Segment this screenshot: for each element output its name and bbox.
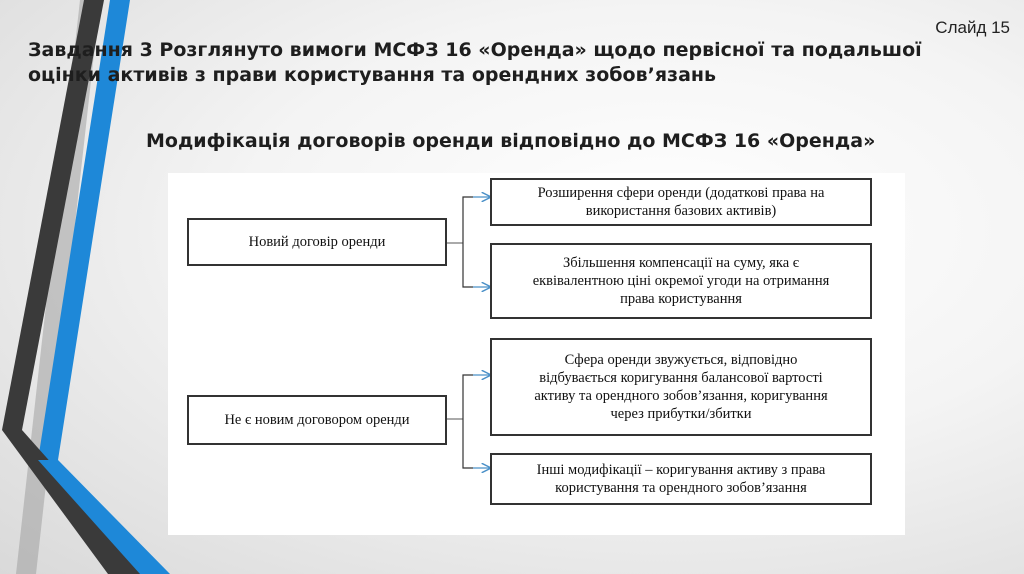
box-text-line: права користування <box>620 291 742 307</box>
box-text-line: Сфера оренди звужується, відповідно <box>564 352 798 368</box>
heading-line-1: Завдання 3 Розглянуто вимоги МСФЗ 16 «Оренда» щодо первісної та подальшої <box>28 39 922 61</box>
diagram-panel <box>168 173 905 535</box>
box-compensation-increase <box>490 243 872 319</box>
box-text-line: користування та орендного зобов’язання <box>555 480 807 496</box>
box-text-line: активу та орендного зобов’язання, коригування <box>534 388 828 404</box>
heading-line-2: оцінки активів з прави користування та орендних зобов’язань <box>28 64 717 86</box>
bracket-2 <box>463 375 473 468</box>
box-text-line: Розширення сфери оренди (додаткові права на <box>537 185 825 201</box>
box-text-line: через прибутки/збитки <box>610 406 752 422</box>
box-text-line: Інші модифікації – коригування активу з права <box>536 462 826 478</box>
box-text-line: Збільшення компенсації на суму, яка є <box>563 255 799 271</box>
box-scope-extension <box>490 178 872 226</box>
box-new-lease <box>187 218 447 266</box>
diagram-title: Модифікація договорів оренди відповідно до МСФЗ 16 «Оренда» <box>146 130 876 152</box>
slide-heading <box>28 38 958 88</box>
box-text-line: використання базових активів) <box>585 203 777 219</box>
box-text-line: еквівалентною ціні окремої угоди на отримання <box>532 273 830 289</box>
box-new-lease-label: Новий договір оренди <box>248 234 386 250</box>
bracket-1 <box>463 197 473 287</box>
box-other-modifications <box>490 453 872 505</box>
box-not-new-lease-label: Не є новим договором оренди <box>224 412 410 428</box>
box-not-new-lease <box>187 395 447 445</box>
slide-number: Слайд 15 <box>935 18 1010 37</box>
box-text-line: відбувається коригування балансової вартості <box>539 370 823 386</box>
box-scope-reduction <box>490 338 872 436</box>
